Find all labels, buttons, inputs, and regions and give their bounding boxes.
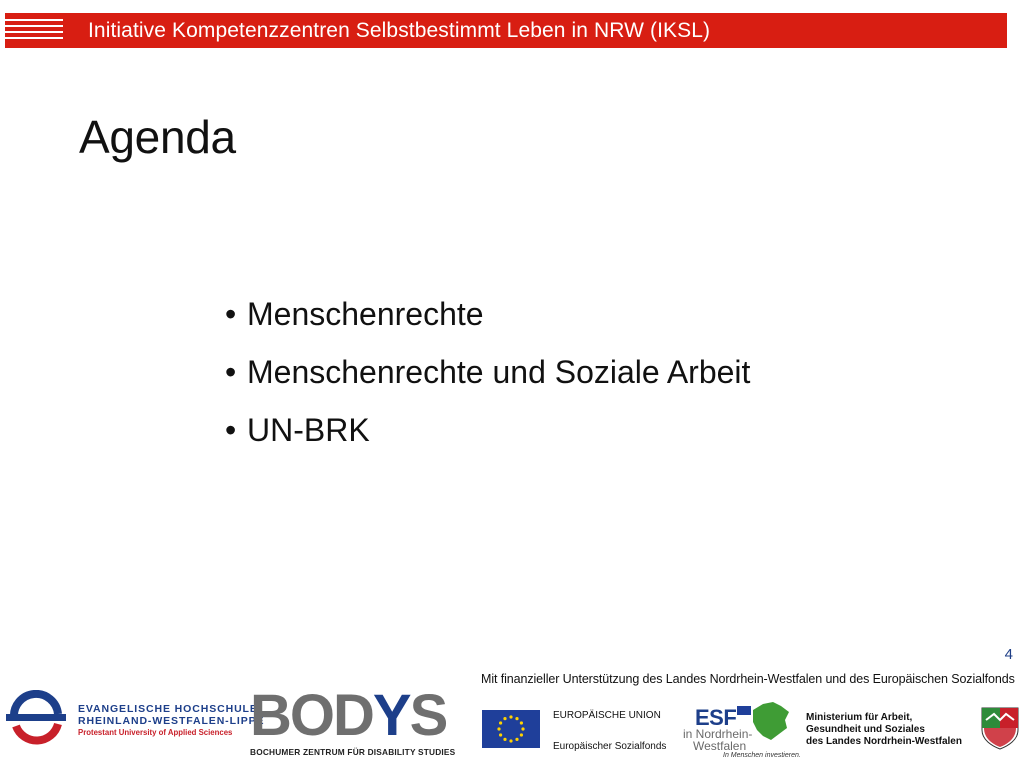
agenda-list [225,285,750,459]
agenda-item-label: Menschenrechte und Soziale Arbeit [247,354,751,390]
bullet: • [225,412,237,448]
eh-logo [6,690,265,746]
bullet: • [225,296,237,332]
esf-wordmark: ESF [695,705,737,730]
ministry-line: des Landes Nordrhein-Westfalen [806,736,962,747]
page-number: 4 [1004,646,1013,663]
agenda-item [225,343,750,401]
bullet: • [225,354,237,390]
esf-subtitle: in Nordrhein- [683,727,753,741]
funding-note: Mit finanzieller Unterstützung des Landes Nordrhein-Westfalen und des Europäischen Sozialfonds [481,672,1015,686]
esf-label: Europäischer Sozialfonds [553,741,667,752]
bodys-wordmark [250,683,470,748]
agenda-item-label: Menschenrechte [247,296,484,332]
bodys-word-part: Y [372,683,410,748]
eu-label: EUROPÄISCHE UNION [553,710,661,721]
menu-lines-icon [5,19,63,41]
eu-flag-icon [482,710,540,748]
ministry-label [806,712,962,748]
header-banner [5,13,1007,48]
slide-title: Agenda [79,111,236,163]
agenda-item [225,285,750,343]
ministry-line: Gesundheit und Soziales [806,724,925,735]
ministry-line: Ministerium für Arbeit, [806,712,913,723]
esf-subtitle: Westfalen [693,739,747,753]
eh-logo-tagline: Protestant University of Applied Sciences [78,728,233,737]
bodys-logo [250,683,470,757]
eh-logo-line: RHEINLAND-WESTFALEN-LIPPE [78,715,265,727]
eh-logo-line: EVANGELISCHE HOCHSCHULE [78,703,258,715]
esf-nrw-logo [683,700,801,762]
agenda-item-label: UN-BRK [247,412,370,448]
bodys-word-part: BOD [250,683,373,748]
nrw-crest-icon [980,706,1020,750]
esf-slogan: In Menschen investieren. [723,752,801,759]
bodys-word-part: S [409,683,447,748]
bodys-subtitle: BOCHUMER ZENTRUM FÜR DISABILITY STUDIES [250,747,456,757]
header-title: Initiative Kompetenzzentren Selbstbestimmt Leben in NRW (IKSL) [88,19,711,42]
eh-logo-icon [6,690,66,746]
agenda-item [225,401,750,459]
